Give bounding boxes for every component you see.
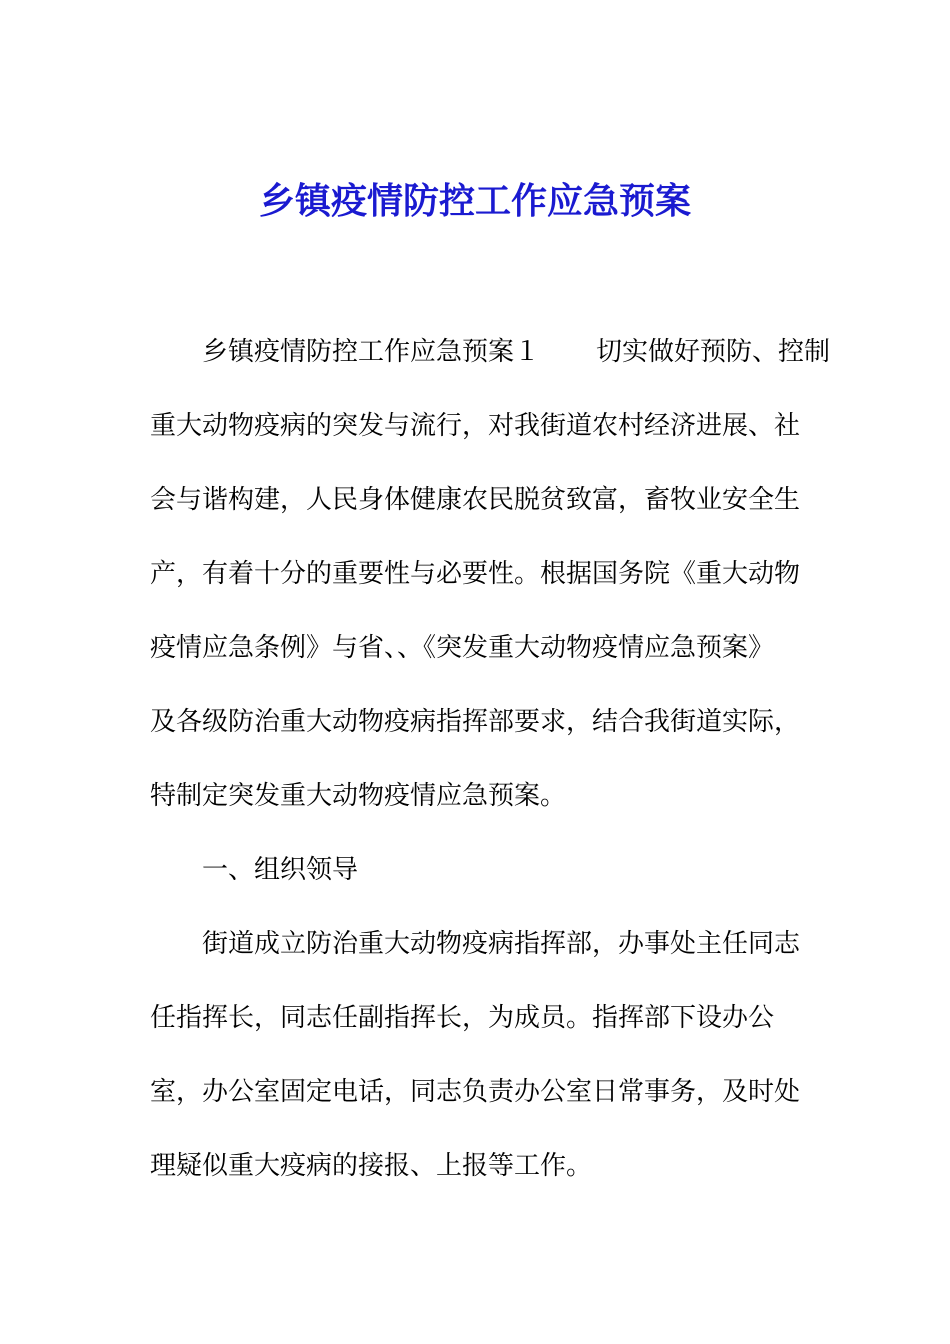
paragraph-line: 室，办公室固定电话，同志负责办公室日常事务，及时处 [150, 1077, 801, 1107]
paragraph-line: 任指挥长，同志任副指挥长，为成员。指挥部下设办公 [150, 1003, 775, 1033]
paragraph-line: 重大动物疫病的突发与流行，对我街道农村经济进展、社 [150, 411, 801, 441]
paragraph-line: 疫情应急条例》与省、、《突发重大动物疫情应急预案》 [150, 633, 775, 663]
paragraph-line: 及各级防治重大动物疫病指挥部要求，结合我街道实际， [150, 707, 801, 737]
paragraph-line: 产，有着十分的重要性与必要性。根据国务院《重大动物 [150, 559, 801, 589]
paragraph-line: 会与谐构建，人民身体健康农民脱贫致富，畜牧业安全生 [150, 485, 801, 515]
inline-heading: 乡镇疫情防控工作应急预案１ [202, 337, 541, 367]
paragraph-line: 街道成立防治重大动物疫病指挥部，办事处主任同志 [202, 929, 801, 959]
paragraph-line: 特制定突发重大动物疫情应急预案。 [150, 781, 567, 811]
paragraph-line [202, 334, 830, 370]
paragraph-line: 理疑似重大疫病的接报、上报等工作。 [150, 1151, 593, 1181]
line-text: 切实做好预防、控制 [596, 337, 831, 367]
document-title: 乡镇疫情防控工作应急预案 [258, 181, 691, 222]
section-heading: 一、组织领导 [202, 855, 359, 885]
